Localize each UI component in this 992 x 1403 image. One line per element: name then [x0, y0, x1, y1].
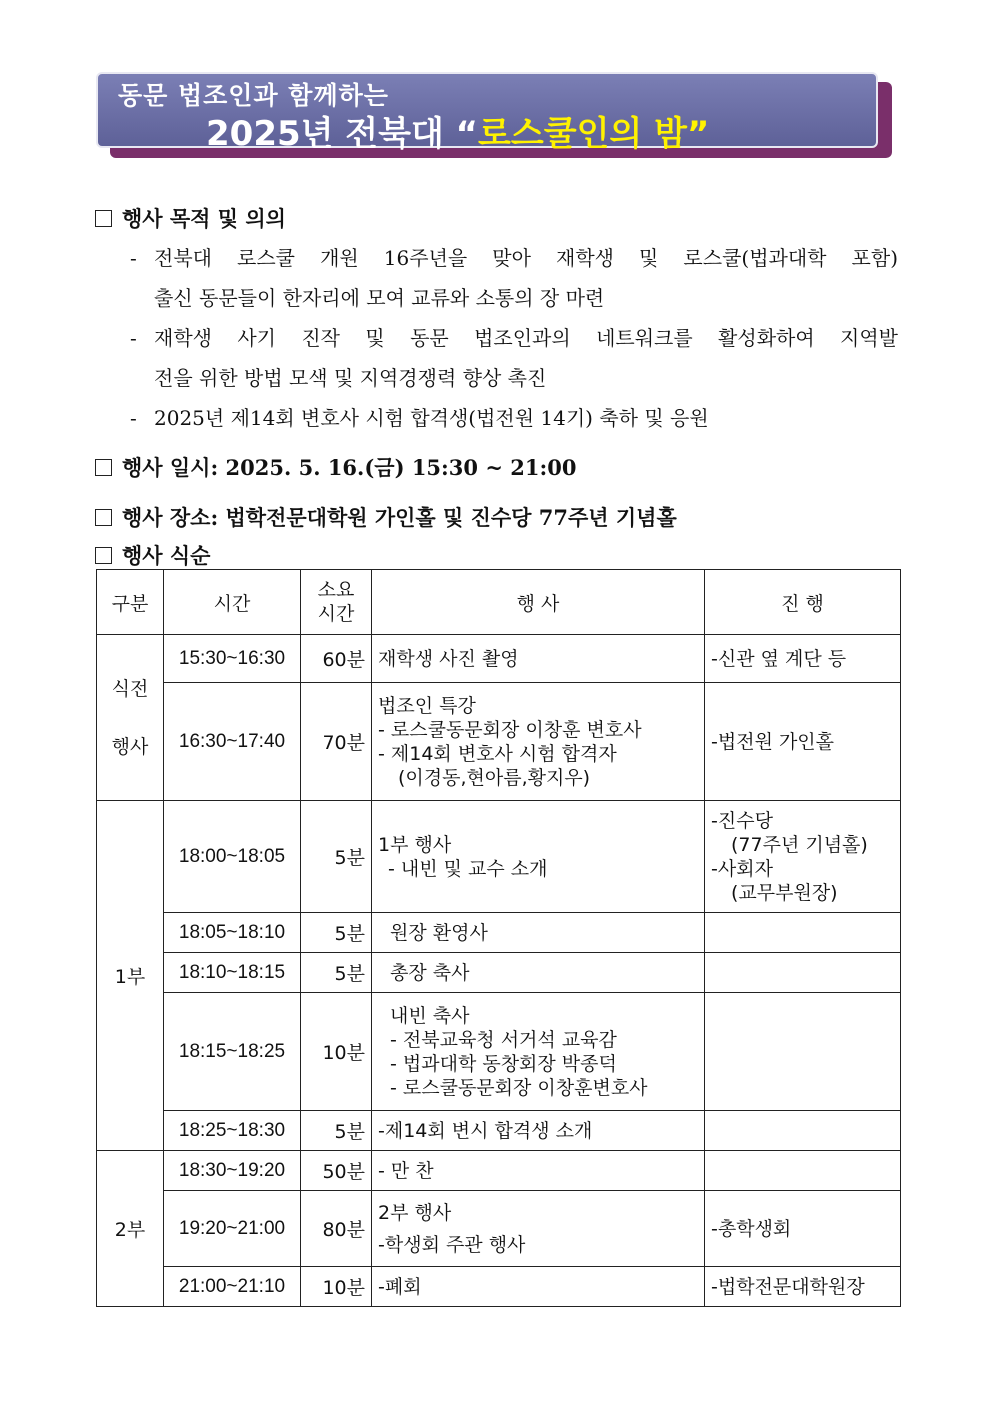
table-row	[97, 1191, 901, 1267]
row-host	[705, 913, 901, 953]
group-pre-b: 행사	[111, 735, 149, 758]
row-host	[705, 801, 901, 913]
row-time: 18:10~18:15	[164, 953, 301, 993]
row-event	[372, 801, 705, 913]
row-time: 18:00~18:05	[164, 801, 301, 913]
row-event: 원장 환영사	[372, 913, 705, 953]
event-date	[95, 452, 576, 482]
row-host-line: -사회자	[711, 857, 773, 880]
purpose-item-1: - 전북대 로스쿨 개원 16주년을 맞아 재학생 및 로스쿨(법과대학 포함) 출신 동문들이 한자리에 모여 교류와 소통의 장 마련	[130, 238, 898, 318]
row-event-title: 2부 행사	[378, 1201, 452, 1224]
table-row	[97, 683, 901, 801]
row-time: 16:30~17:40	[164, 683, 301, 801]
purpose-item-1-line1: 전북대 로스쿨 개원 16주년을 맞아 재학생 및 로스쿨(법과대학 포함)	[154, 246, 898, 270]
row-host: -법전원 가인홀	[705, 683, 901, 801]
checkbox-square-icon	[95, 509, 112, 526]
row-host	[705, 953, 901, 993]
row-duration: 5분	[301, 953, 372, 993]
row-host: -법학전문대학원장	[705, 1267, 901, 1307]
banner-title-prefix: 2025년 전북대 “	[206, 114, 479, 154]
row-time: 21:00~21:10	[164, 1267, 301, 1307]
purpose-item-2: - 재학생 사기 진작 및 동문 법조인과의 네트워크를 활성화하여 지역발 전을 위한 방법 모색 및 지역경쟁력 향상 촉진	[130, 318, 898, 398]
table-row	[97, 1111, 901, 1151]
row-duration: 10분	[301, 1267, 372, 1307]
header-host: 진 행	[705, 570, 901, 635]
row-duration: 5분	[301, 1111, 372, 1151]
row-event-title: 법조인 특강	[378, 694, 476, 717]
row-duration: 10분	[301, 993, 372, 1111]
purpose-item-3: - 2025년 제14회 변호사 시험 합격생(법전원 14기) 축하 및 응원	[130, 406, 709, 430]
schedule-table	[96, 569, 901, 1307]
purpose-item-3-line1: 2025년 제14회 변호사 시험 합격생(법전원 14기) 축하 및 응원	[154, 406, 709, 430]
row-time: 19:20~21:00	[164, 1191, 301, 1267]
header-event: 행 사	[372, 570, 705, 635]
group-pre-event	[97, 635, 164, 801]
row-host: -총학생회	[705, 1191, 901, 1267]
row-time: 18:30~19:20	[164, 1151, 301, 1191]
row-event: -폐회	[372, 1267, 705, 1307]
checkbox-square-icon	[95, 547, 112, 564]
event-date-text: 행사 일시: 2025. 5. 16.(금) 15:30 ~ 21:00	[122, 455, 577, 480]
row-duration: 70분	[301, 683, 372, 801]
banner-title-suffix: ”	[686, 114, 710, 154]
table-row	[97, 635, 901, 683]
row-duration: 80분	[301, 1191, 372, 1267]
row-event-sub: - 전북교육청 서거석 교육감	[390, 1028, 617, 1051]
event-venue-text: 행사 장소: 법학전문대학원 가인홀 및 진수당 77주년 기념홀	[122, 505, 677, 530]
row-event: 재학생 사진 촬영	[372, 635, 705, 683]
row-event-sub: - 법과대학 동창회장 박종덕	[390, 1052, 617, 1075]
row-event-title: 내빈 축사	[390, 1004, 470, 1027]
purpose-item-2-line2: 전을 위한 방법 모색 및 지역경쟁력 향상 촉진	[154, 366, 547, 390]
row-event: 총장 축사	[372, 953, 705, 993]
row-event-sub: - 내빈 및 교수 소개	[388, 857, 548, 880]
header-time: 시간	[164, 570, 301, 635]
table-header-row	[97, 570, 901, 635]
header-duration-a: 소요	[317, 579, 355, 601]
row-event	[372, 1191, 705, 1267]
row-host-line: (77주년 기념홀)	[731, 833, 868, 856]
row-event-sub: - 로스쿨동문회장 이창훈변호사	[390, 1076, 648, 1099]
row-event: -제14회 변시 합격생 소개	[372, 1111, 705, 1151]
banner-title	[206, 106, 709, 155]
row-event-title: 1부 행사	[378, 833, 452, 856]
row-host	[705, 1111, 901, 1151]
row-event-sub: (이경동,현아름,황지우)	[398, 766, 591, 789]
table-row	[97, 1267, 901, 1307]
row-time: 18:05~18:10	[164, 913, 301, 953]
table-row	[97, 993, 901, 1111]
table-row	[97, 1151, 901, 1191]
row-time: 18:15~18:25	[164, 993, 301, 1111]
row-event-sub: - 제14회 변호사 시험 합격자	[378, 742, 617, 765]
checkbox-square-icon	[95, 210, 112, 227]
title-banner	[96, 72, 878, 154]
row-time: 18:25~18:30	[164, 1111, 301, 1151]
program-heading	[95, 540, 210, 570]
row-event-sub: - 로스쿨동문회장 이창훈 변호사	[378, 718, 642, 741]
row-event	[372, 993, 705, 1111]
purpose-item-1-line2: 출신 동문들이 한자리에 모여 교류와 소통의 장 마련	[154, 286, 605, 310]
row-duration: 5분	[301, 801, 372, 913]
row-time: 15:30~16:30	[164, 635, 301, 683]
row-event: - 만 찬	[372, 1151, 705, 1191]
group-part2: 2부	[97, 1151, 164, 1307]
header-duration-b: 시간	[317, 603, 355, 625]
event-venue	[95, 502, 677, 532]
row-event-sub: -학생회 주관 행사	[378, 1233, 526, 1256]
header-group: 구분	[97, 570, 164, 635]
row-event	[372, 683, 705, 801]
row-duration: 5분	[301, 913, 372, 953]
table-row	[97, 953, 901, 993]
banner-subtitle: 동문 법조인과 함께하는	[118, 81, 389, 110]
row-host-line: (교무부원장)	[731, 881, 838, 904]
group-pre-a: 식전	[111, 677, 149, 700]
purpose-item-2-line1: 재학생 사기 진작 및 동문 법조인과의 네트워크를 활성화하여 지역발	[154, 326, 898, 350]
table-row	[97, 801, 901, 913]
row-host	[705, 993, 901, 1111]
row-host	[705, 1151, 901, 1191]
table-row	[97, 913, 901, 953]
row-host-line: -진수당	[711, 809, 773, 832]
header-duration	[301, 570, 372, 635]
row-duration: 50분	[301, 1151, 372, 1191]
row-duration: 60분	[301, 635, 372, 683]
banner-title-highlight: 로스쿨인의 밤	[478, 114, 687, 154]
row-host: -신관 옆 계단 등	[705, 635, 901, 683]
purpose-heading	[95, 203, 286, 233]
checkbox-square-icon	[95, 459, 112, 476]
program-heading-text: 행사 식순	[122, 543, 211, 568]
group-part1: 1부	[97, 801, 164, 1151]
purpose-heading-text: 행사 목적 및 의의	[122, 206, 286, 231]
